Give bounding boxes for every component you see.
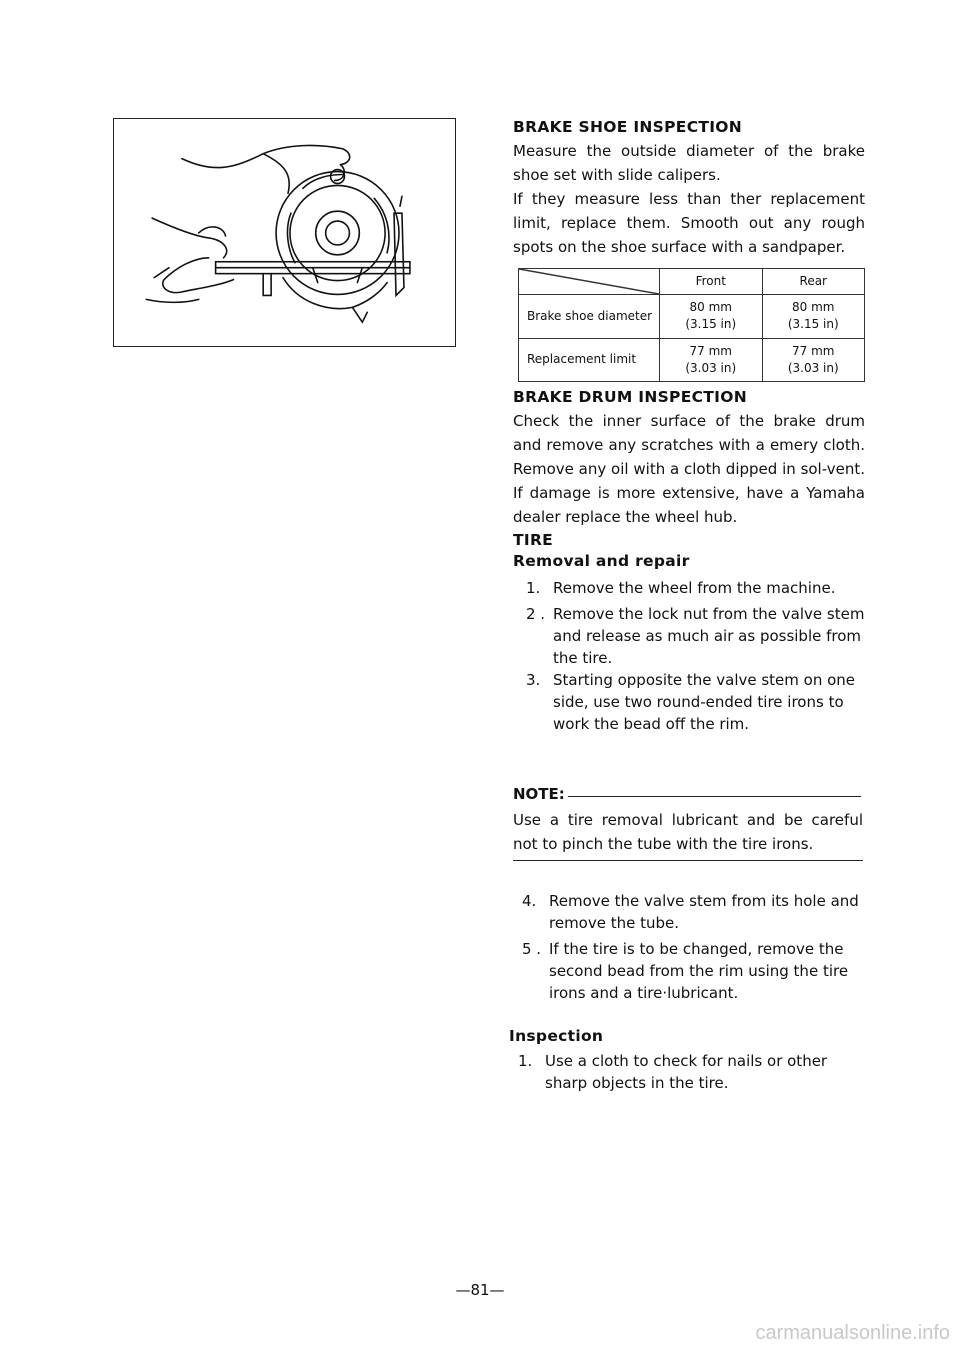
removal-repair-heading: Removal and repair <box>513 552 690 570</box>
list-item: 4. Remove the valve stem from its hole and remove the tube. <box>522 892 859 932</box>
tire-heading: TIRE <box>513 531 554 549</box>
row-label: Brake shoe diameter <box>519 295 660 339</box>
page-number: —81— <box>455 1281 505 1299</box>
row-label: Replacement limit <box>519 338 660 382</box>
brake-shoe-spec-table <box>518 268 865 382</box>
table-cell: 77 mm (3.03 in) <box>762 338 865 382</box>
list-item: 5 . If the tire is to be changed, remove the second bead from the rim using the tire irons and a tire·lubricant. <box>522 940 849 1002</box>
inspection-heading: Inspection <box>509 1027 604 1045</box>
brake-drum-paragraph: Check the inner surface of the brake drum and remove any scratches with a emery cloth. Remove any oil with a cloth dipped in sol-vent. If damage is more extensive, have a Yamaha dealer replace the wheel hub. <box>513 412 865 526</box>
tire-section <box>513 531 865 570</box>
table-row <box>519 295 865 339</box>
table-cell: 80 mm (3.15 in) <box>660 295 763 339</box>
column-header-rear: Rear <box>762 269 865 295</box>
note-text: Use a tire removal lubricant and be careful not to pinch the tube with the tire irons. <box>513 811 863 853</box>
table-cell: 77 mm (3.03 in) <box>660 338 763 382</box>
hand-caliper-drawing <box>114 119 455 346</box>
table-row <box>519 338 865 382</box>
note-rule-bottom <box>513 860 863 861</box>
note-title: NOTE: <box>513 785 565 803</box>
table-corner-cell <box>519 269 660 295</box>
brake-drum-section <box>513 388 865 529</box>
brake-shoe-paragraph-1: Measure the outside diameter of the brake shoe set with slide calipers. <box>513 142 865 184</box>
inspection-steps-list <box>518 1050 863 1094</box>
watermark: carmanualsonline.info <box>755 1322 950 1344</box>
column-header-front: Front <box>660 269 763 295</box>
brake-shoe-section <box>513 118 865 259</box>
note-rule-top <box>568 796 861 797</box>
list-item: 1. Use a cloth to check for nails or other sharp objects in the tire. <box>518 1052 828 1092</box>
brake-shoe-paragraph-2: If they measure less than ther replacement limit, replace them. Smooth out any rough spots on the shoe surface with a sandpaper. <box>513 190 865 256</box>
list-item: 1. Remove the wheel from the machine. <box>526 579 836 597</box>
table-cell: 80 mm (3.15 in) <box>762 295 865 339</box>
removal-steps-list-continued <box>522 890 864 1004</box>
brake-drum-heading: BRAKE DRUM INSPECTION <box>513 388 747 406</box>
brake-shoe-heading: BRAKE SHOE INSPECTION <box>513 118 743 136</box>
list-item: 2 . Remove the lock nut from the valve stem and release as much air as possible from the tire. <box>526 605 865 667</box>
list-item: 3. Starting opposite the valve stem on one side, use two round-ended tire irons to work the bead off the rim. <box>526 671 856 733</box>
removal-steps-list <box>526 577 868 735</box>
caliper-illustration <box>113 118 456 347</box>
